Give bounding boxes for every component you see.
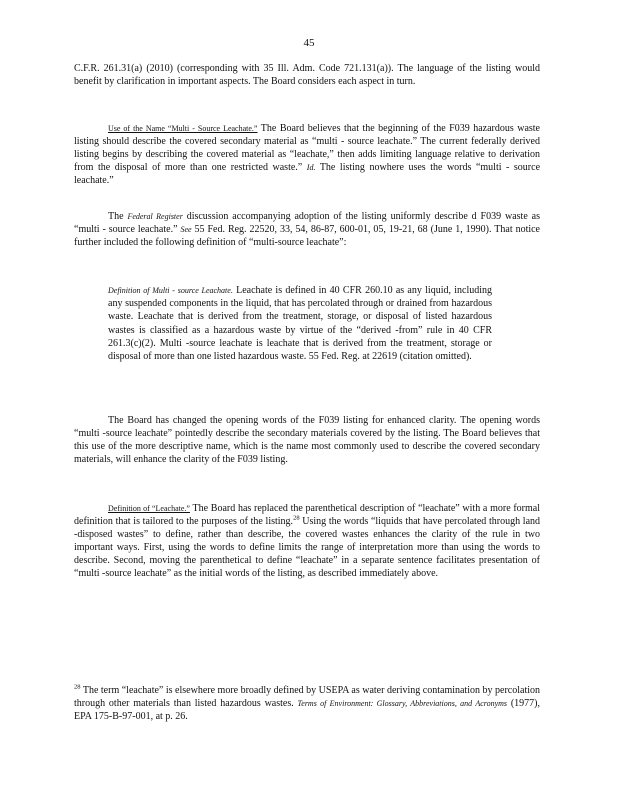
footnote-source-title: Terms of Environment: Glossary, Abbreviations, and Acronyms	[297, 699, 508, 708]
quote-text: Leachate is defined in 40 CFR 260.10 as any liquid, including any suspended components in the liquid, that has percolated through or drained from hazardous waste. Leachate that is derived from the treatment, storage, or disposal of listed hazardous wastes is classified as a hazardous waste by virtue of the “derived -from” rule in 40 CFR 261.3(c)(2). Multi -source leachate is leachate that is derived from the treatment, storage or disposal of more than one listed hazardous waste. 55 Fed. Reg. at 22619 (citation omitted).	[108, 285, 493, 363]
footnote-reference[interactable]: 28	[293, 514, 300, 522]
footnote-text-b: (1977), EPA 175-B-97-001, at p. 26.	[74, 698, 541, 722]
paragraph-opening-words-text: The Board has changed the opening words of the F039 listing for enhanced clarity. The opening words “multi -source leachate” pointedly describe the secondary materials covered by the listing. The Board believes that this use of the more descriptive name, which is the name most commonly used to describe the covered secondary materials, will enhance the clarity of the F039 listing.	[74, 415, 540, 465]
section-heading-multi-source: Use of the Name “Multi - Source Leachate.”	[108, 124, 258, 133]
id-citation: Id.	[306, 163, 316, 172]
see-signal: See	[180, 225, 192, 234]
federal-register-lead: The	[108, 211, 124, 222]
block-quote-definition	[108, 284, 492, 363]
paragraph-multi-source-text: The Board believes that the beginning of the F039 hazardous waste listing should describe the covered secondary material as “multi - source leachate.” The current federally derived listing begins by describing the covered material as “leachate,” then adds limiting language relative to derivation from the disposal of more than one restricted waste.”	[74, 123, 540, 173]
federal-register-text-a: discussion accompanying adoption of the listing uniformly describe d F039 waste as “multi - source leachate.”	[74, 211, 540, 235]
paragraph-multi-source-name	[74, 122, 540, 187]
paragraph-intro-text: C.F.R. 261.31(a) (2010) (corresponding with 35 Ill. Adm. Code 721.131(a)). The language of the listing would benefit by clarification in important aspects. The Board considers each aspect in turn.	[74, 63, 540, 87]
paragraph-opening-words	[74, 414, 540, 466]
footnote-marker: 28	[74, 683, 81, 691]
footnote-text-a: The term “leachate” is elsewhere more broadly defined by USEPA as water deriving contamination by percolation through other materials than listed hazardous wastes.	[74, 685, 540, 709]
federal-register-text-b: 55 Fed. Reg. 22520, 33, 54, 86-87, 600-01, 05, 19-21, 68 (June 1, 1990). That notice further included the following definition of “multi-source leachate”:	[74, 224, 540, 248]
paragraph-definition-leachate	[74, 502, 540, 580]
paragraph-federal-register	[74, 210, 540, 249]
paragraph-intro	[74, 62, 540, 88]
paragraph-definition-text-a: The Board has replaced the parenthetical description of “leachate” with a more formal definition that is tailored to the purposes of the listing.	[74, 503, 541, 527]
section-heading-leachate: Definition of “Leachate.”	[108, 504, 190, 513]
federal-register-name: Federal Register	[127, 212, 183, 221]
paragraph-multi-source-tail: The listing nowhere uses the words “multi - source leachate.”	[74, 162, 541, 186]
quote-label: Definition of Multi - source Leachate.	[108, 286, 233, 295]
page-number: 45	[303, 37, 315, 49]
footnote-28	[74, 684, 540, 723]
paragraph-definition-text-b: Using the words “liquids that have percolated through land -disposed wastes” to define, rather than describe, the covered wastes enhances the clarity of the rule in two important ways. First, using the words to define limits the range of interpretation more than using the words to describe. Second, moving the parenthetical to define “leachate” in a separate sentence facilitates presentation of “multi -source leachate” as the initial words of the listing, as described immediately above.	[74, 516, 541, 579]
